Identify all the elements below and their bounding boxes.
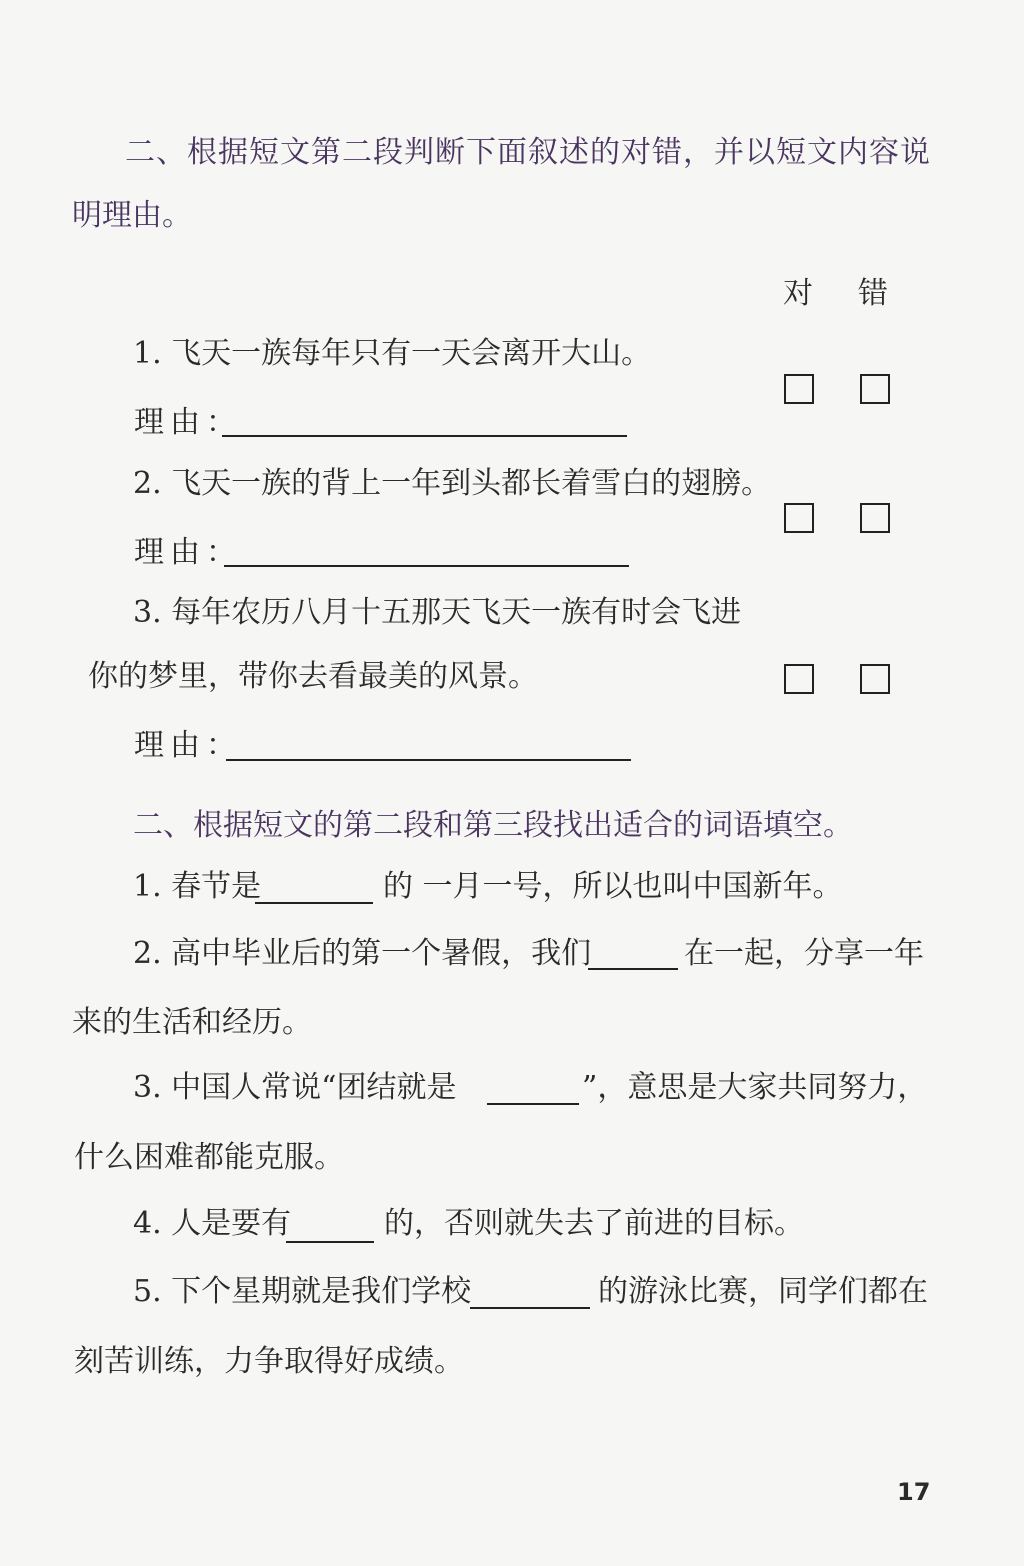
fill-question-5-after: 的游泳比赛，同学们都在 bbox=[598, 1274, 928, 1309]
reason-label-2: 理由： bbox=[134, 535, 242, 570]
fill-blank-3[interactable] bbox=[487, 1103, 579, 1105]
fill-question-2-after: 在一起，分享一年 bbox=[684, 936, 924, 971]
checkbox-wrong-2[interactable] bbox=[860, 503, 890, 533]
fill-question-2-line2: 来的生活和经历。 bbox=[72, 1005, 312, 1040]
column-header-wrong: 错 bbox=[858, 276, 888, 311]
section1-heading-line1: 二、根据短文第二段判断下面叙述的对错，并以短文内容说 bbox=[125, 135, 931, 170]
reason-blank-1[interactable] bbox=[222, 435, 627, 437]
fill-question-1-after: 的 一月一号，所以也叫中国新年。 bbox=[383, 869, 843, 904]
judgement-item-1: 1. 飞天一族每年只有一天会离开大山。 bbox=[133, 336, 652, 371]
reason-blank-3[interactable] bbox=[226, 759, 631, 761]
fill-question-5-line2: 刻苦训练，力争取得好成绩。 bbox=[74, 1344, 464, 1379]
column-header-correct: 对 bbox=[783, 276, 813, 311]
fill-blank-1[interactable] bbox=[255, 902, 373, 904]
reason-blank-2[interactable] bbox=[224, 565, 629, 567]
fill-question-2-before: 2. 高中毕业后的第一个暑假，我们 bbox=[133, 936, 592, 971]
judgement-item-3-line2: 你的梦里，带你去看最美的风景。 bbox=[88, 659, 538, 694]
reason-label-1: 理由： bbox=[134, 405, 242, 440]
checkbox-correct-2[interactable] bbox=[784, 503, 814, 533]
fill-question-1-before: 1. 春节是 bbox=[133, 869, 262, 904]
reason-label-3: 理由： bbox=[134, 728, 242, 763]
fill-question-3-line2: 什么困难都能克服。 bbox=[74, 1140, 344, 1175]
fill-blank-2[interactable] bbox=[588, 968, 678, 970]
fill-blank-5[interactable] bbox=[470, 1307, 590, 1309]
section2-heading: 二、根据短文的第二段和第三段找出适合的词语填空。 bbox=[133, 808, 853, 843]
fill-question-3-after: ”，意思是大家共同努力， bbox=[582, 1070, 928, 1105]
checkbox-wrong-3[interactable] bbox=[860, 664, 890, 694]
fill-blank-4[interactable] bbox=[286, 1241, 374, 1243]
checkbox-wrong-1[interactable] bbox=[860, 374, 890, 404]
judgement-item-3-line1: 3. 每年农历八月十五那天飞天一族有时会飞进 bbox=[133, 595, 742, 630]
checkbox-correct-1[interactable] bbox=[784, 374, 814, 404]
fill-question-4-after: 的，否则就失去了前进的目标。 bbox=[384, 1206, 804, 1241]
page-number: 17 bbox=[897, 1478, 931, 1506]
checkbox-correct-3[interactable] bbox=[784, 664, 814, 694]
section1-heading-line2: 明理由。 bbox=[72, 198, 192, 233]
fill-question-4-before: 4. 人是要有 bbox=[133, 1206, 292, 1241]
fill-question-3-before: 3. 中国人常说“团结就是 bbox=[133, 1070, 457, 1105]
judgement-item-2: 2. 飞天一族的背上一年到头都长着雪白的翅膀。 bbox=[133, 466, 772, 501]
fill-question-5-before: 5. 下个星期就是我们学校 bbox=[133, 1274, 472, 1309]
